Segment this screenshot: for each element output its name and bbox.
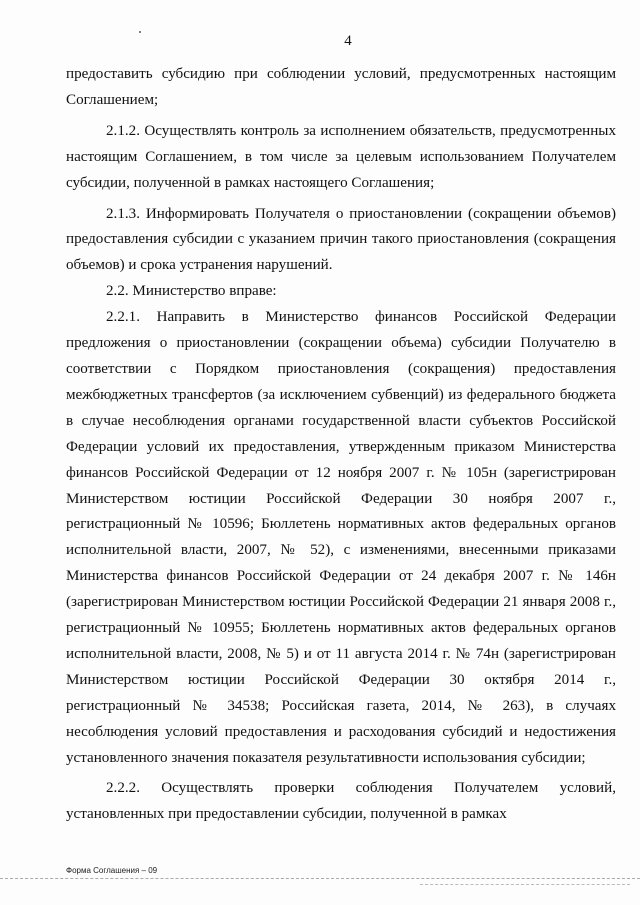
paragraph-2-1-2: 2.1.2. Осуществлять контроль за исполнением обязательств, предусмотренных настоящим Соглашением, в том числе за целевым использованием Получателем субсидии, полученной в рамках настоящего Соглашения; (66, 122, 616, 191)
form-footer-label: Форма Соглашения – 09 (66, 866, 158, 875)
page-number: 4 (344, 33, 352, 49)
footer-divider-secondary (420, 884, 630, 885)
paragraph-2-2: 2.2. Министерство вправе: (106, 283, 277, 300)
document-body (66, 62, 616, 828)
footer-divider (0, 878, 640, 879)
paragraph-2-1-3: 2.1.3. Информировать Получателя о приостановлении (сокращении объемов) предоставления субсидии с указанием причин такого приостановления (сокращения объемов) и срока устранения нарушений. (66, 205, 616, 274)
paragraph-continuation: предоставить субсидию при соблюдении условий, предусмотренных настоящим Соглашением; (66, 66, 616, 108)
paragraph-2-2-2: 2.2.2. Осуществлять проверки соблюдения Получателем условий, установленных при предоставлении субсидии, полученной в рамках (66, 780, 616, 823)
paragraph-2-2-1: 2.2.1. Направить в Министерство финансов Российской Федерации предложения о приостановлении (сокращении объема) субсидии Получателю в соответствии с Порядком приостановления (сокращения) предоставления межбюджетных трансфертов (за исключением субвенций) из федерального бюджета в случае несоблюдения органами государственной власти субъектов Российской Федерации условий их предоставления, утвержденным приказом Министерства финансов Российской Федерации от 12 ноября 2007 г. № 105н (зарегистрирован Министерством юстиции Российской Федерации 30 ноября 2007 г., регистрационный № 10596; Бюллетень нормативных актов федеральных органов исполнительной власти, 2007, № 52), с изменениями, внесенными приказами Министерства финансов Российской Федерации от 24 декабря 2007 г. № 146н (зарегистрирован Министерством юстиции Российской Федерации 21 января 2008 г., регистрационный № 10955; Бюллетень нормативных актов федеральных органов исполнительной власти, 2008, № 5) и от 11 августа 2014 г. № 74н (зарегистрирован Министерством юстиции Российской Федерации 30 октября 2014 г., регистрационный № 34538; Российская газета, 2014, № 263), в случаях несоблюдения условий предоставления и расходования субсидий и недостижения установленного значения показателя результативности использования субсидии; (66, 309, 616, 766)
